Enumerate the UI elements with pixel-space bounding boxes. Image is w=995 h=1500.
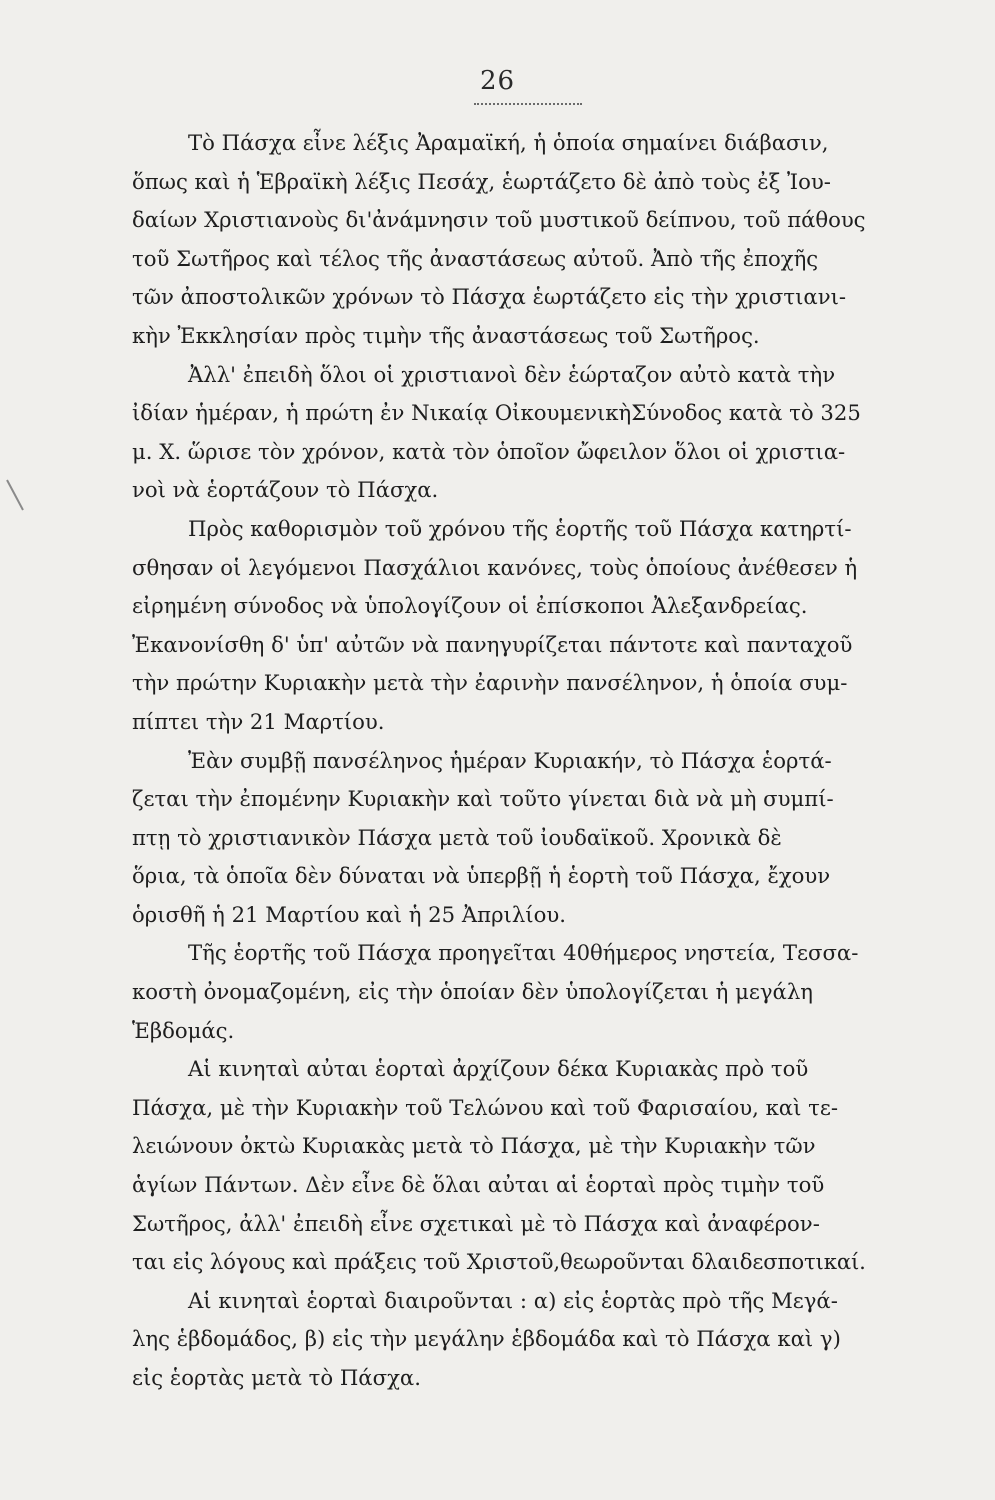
text-line: ὅρια, τὰ ὁποῖα δὲν δύναται νὰ ὑπερβῇ ἡ ἑορτὴ τοῦ Πάσχα, ἔχουν	[132, 863, 831, 889]
text-line: νοὶ νὰ ἑορτάζουν τὸ Πάσχα.	[132, 477, 439, 503]
text-line: ὁρισθῆ ἡ 21 Μαρτίου καὶ ἡ 25 Ἀπριλίου.	[132, 901, 566, 927]
text-line: ται εἰς λόγους καὶ πράξεις τοῦ Χριστοῦ,θεωροῦνται δλαιδεσποτικαί.	[132, 1249, 866, 1275]
text-line: τὴν πρώτην Κυριακὴν μετὰ τὴν ἐαρινὴν πανσέληνον, ἡ ὁποία συμ-	[132, 670, 848, 696]
text-line: εἰς ἑορτὰς μετὰ τὸ Πάσχα.	[132, 1365, 421, 1390]
text-line: ζεται τὴν ἐπομένην Κυριακὴν καὶ τοῦτο γίνεται διὰ νὰ μὴ συμπί-	[132, 786, 834, 812]
text-line: μ. Χ. ὥρισε τὸν χρόνον, κατὰ τὸν ὁποῖον ὤφειλον ὅλοι οἱ χριστια-	[132, 438, 846, 464]
text-line: Πάσχα, μὲ τὴν Κυριακὴν τοῦ Τελώνου καὶ τοῦ Φαρισαίου, καὶ τε-	[132, 1094, 839, 1120]
text-line: Ἐὰν συμβῇ πανσέληνος ἡμέραν Κυριακήν, τὸ Πάσχα ἑορτά-	[188, 747, 832, 773]
text-line: λης ἑβδομάδος, β) εἰς τὴν μεγάλην ἑβδομάδα καὶ τὸ Πάσχα καὶ γ)	[132, 1326, 841, 1352]
text-line: Πρὸς καθορισμὸν τοῦ χρόνου τῆς ἑορτῆς τοῦ Πάσχα κατηρτί-	[188, 515, 852, 541]
text-line: τοῦ Σωτῆρος καὶ τέλος τῆς ἀναστάσεως αὐτοῦ. Ἀπὸ τῆς ἐποχῆς	[132, 245, 819, 271]
text-line: λειώνουν ὀκτὼ Κυριακὰς μετὰ τὸ Πάσχα, μὲ τὴν Κυριακὴν τῶν	[132, 1133, 816, 1159]
text-line: Αἱ κινηταὶ αὐται ἑορταὶ ἀρχίζουν δέκα Κυριακὰς πρὸ τοῦ	[188, 1056, 809, 1082]
text-line: κὴν Ἐκκλησίαν πρὸς τιμὴν τῆς ἀναστάσεως τοῦ Σωτῆρος.	[132, 322, 760, 348]
body-text	[132, 124, 866, 1398]
text-line: ἰδίαν ἡμέραν, ἡ πρώτη ἐν Νικαίᾳ ΟἰκουμενικὴΣύνοδος κατὰ τὸ 325	[132, 400, 861, 426]
text-line: δαίων Χριστιανοὺς δι'ἀνάμνησιν τοῦ μυστικοῦ δείπνου, τοῦ πάθους	[132, 207, 866, 233]
text-line: σθησαν οἱ λεγόμενοι Πασχάλιοι κανόνες, τοὺς ὁποίους ἀνέθεσεν ἡ	[132, 554, 858, 580]
text-line: κοστὴ ὀνομαζομένη, εἰς τὴν ὁποίαν δὲν ὑπολογίζεται ἡ μεγάλη	[132, 979, 813, 1005]
text-line: Αἱ κινηταὶ ἑορταὶ διαιροῦνται : α) εἰς ἑορτὰς πρὸ τῆς Μεγά-	[188, 1287, 838, 1313]
text-line: Ἑβδομάς.	[132, 1017, 235, 1043]
margin-pencil-mark	[6, 480, 24, 511]
text-line: πίπτει τὴν 21 Μαρτίου.	[132, 708, 385, 734]
page-number-rule	[474, 103, 582, 105]
text-line: πτῃ τὸ χριστιανικὸν Πάσχα μετὰ τοῦ ἰουδαϊκοῦ. Χρονικὰ δὲ	[132, 824, 782, 850]
text-line: εἰρημένη σύνοδος νὰ ὑπολογίζουν οἱ ἐπίσκοποι Ἀλεξανδρείας.	[132, 593, 808, 619]
text-line: Τὸ Πάσχα εἶνε λέξις Ἀραμαϊκή, ἡ ὁποία σημαίνει διάβασιν,	[188, 130, 829, 155]
text-line: Τῆς ἑορτῆς τοῦ Πάσχα προηγεῖται 40θήμερος νηστεία, Τεσσα-	[188, 940, 859, 966]
page-number: 26	[479, 66, 516, 96]
text-line: Ἀλλ' ἐπειδὴ ὅλοι οἱ χριστιανοὶ δὲν ἑώρταζον αὐτὸ κατὰ τὴν	[188, 361, 836, 387]
text-line: ἁγίων Πάντων. Δὲν εἶνε δὲ ὅλαι αὐται αἱ ἑορταὶ πρὸς τιμὴν τοῦ	[132, 1172, 825, 1198]
text-line: ὅπως καὶ ἡ Ἑβραϊκὴ λέξις Πεσάχ, ἑωρτάζετο δὲ ἀπὸ τοὺς ἐξ Ἰου-	[132, 168, 831, 194]
text-line: Ἐκανονίσθη δ' ὑπ' αὐτῶν νὰ πανηγυρίζεται πάντοτε καὶ πανταχοῦ	[132, 631, 853, 657]
text-line: Σωτῆρος, ἀλλ' ἐπειδὴ εἶνε σχετικαὶ μὲ τὸ Πάσχα καὶ ἀναφέρον-	[132, 1210, 820, 1236]
text-line: τῶν ἀποστολικῶν χρόνων τὸ Πάσχα ἑωρτάζετο εἰς τὴν χριστιανι-	[132, 284, 847, 310]
